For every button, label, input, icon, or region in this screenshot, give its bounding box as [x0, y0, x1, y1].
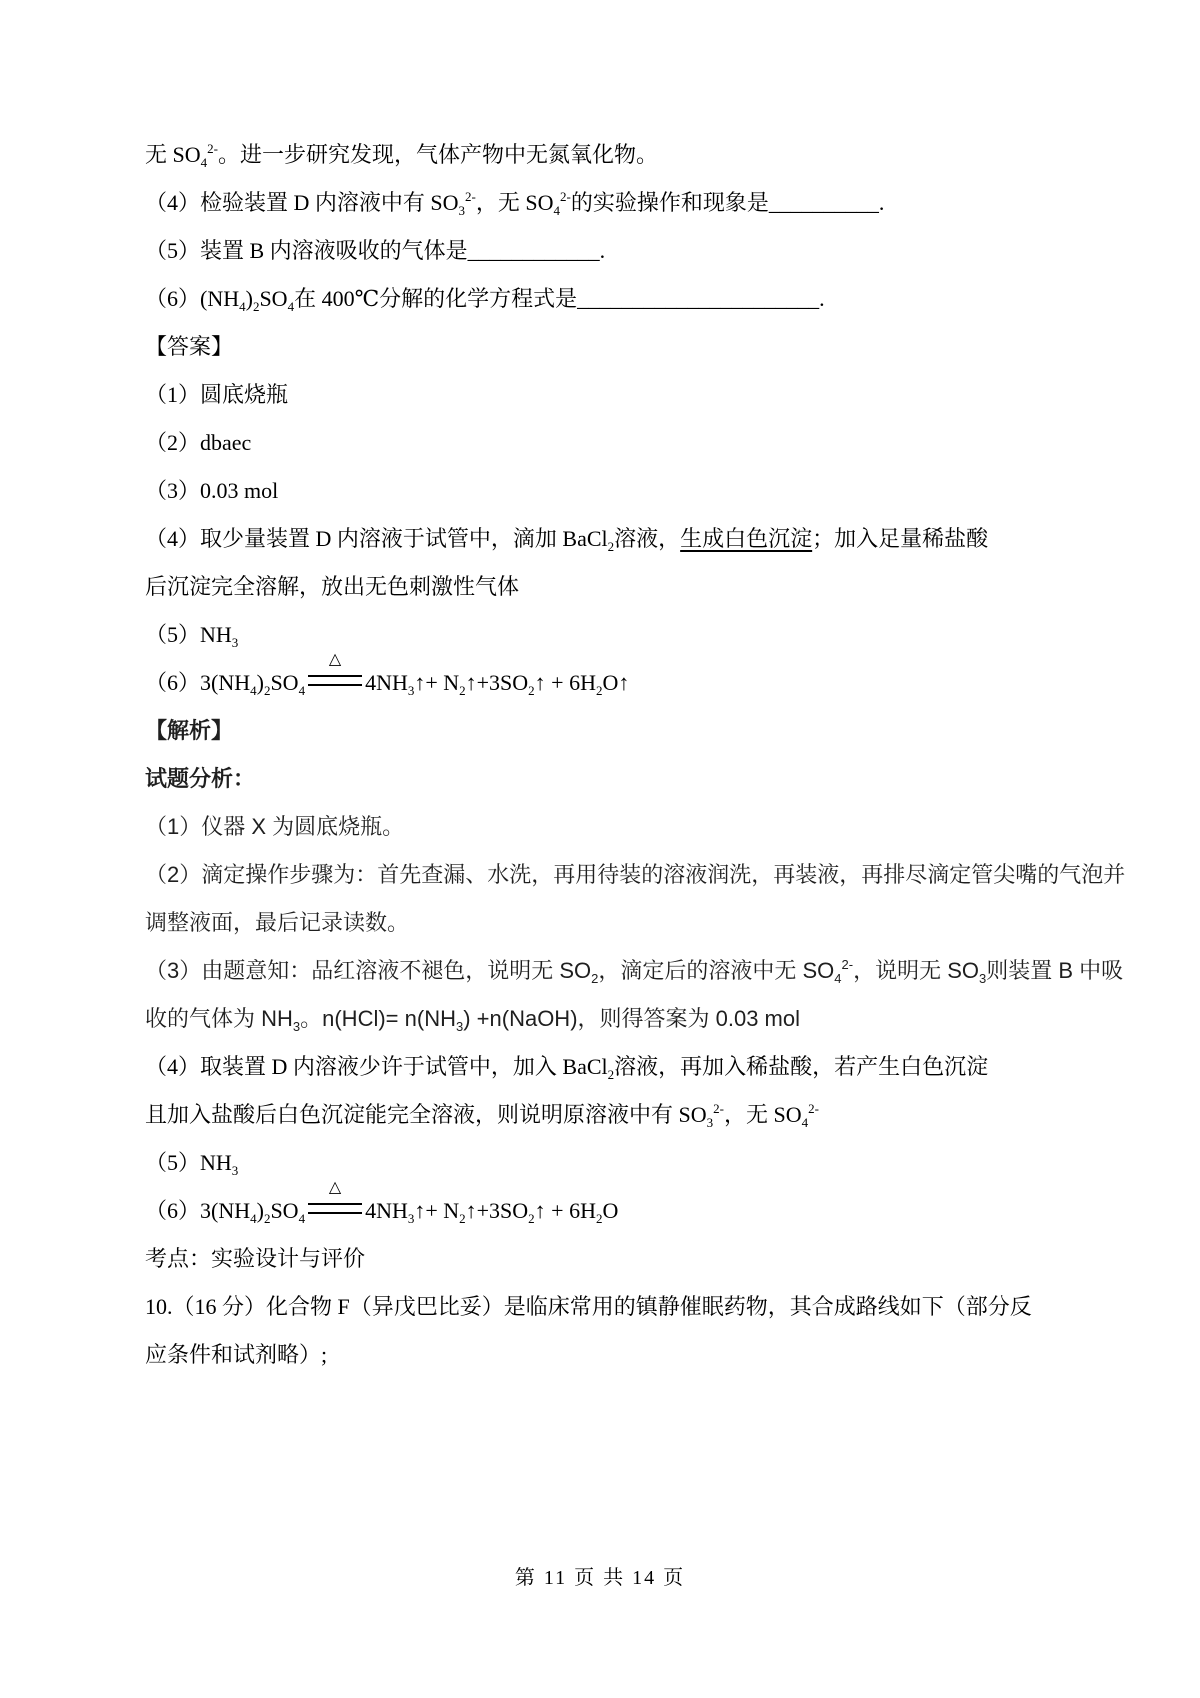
answer-item-4-line-1	[145, 524, 1145, 554]
analysis-item-5: $(5)NH_3$	[145, 1150, 239, 1178]
analysis-item-3-line-1: （3）由题意知：品红溶液不褪色，说明无 $SO_2$，滴定后的溶液中无 $SO_4^{2-}$，说明无 $SO_3$则装置 B 中吸	[145, 957, 1124, 986]
analysis-item-4-line-2: 且加入盐酸后白色沉淀能完全溶液，则说明原溶液中有 $SO_3^{2-}$，无 $SO_4^{2-}$	[145, 1101, 819, 1130]
answer-item-6-equation	[145, 651, 1145, 698]
equation-lhs: $(6)3(NH_4)_2SO_4$	[145, 670, 306, 698]
analysis-item-1: （1）仪器 X 为圆底烧瓶。	[145, 814, 405, 839]
page-content	[145, 140, 1145, 1388]
equals-with-heat-icon	[308, 651, 362, 686]
answer-item-4-line-2: 后沉淀完全溶解，放出无色刺激性气体	[145, 574, 520, 599]
question-item-4: （4）检验装置 D 内溶液中有 $SO_3^{2-}$，无 $SO_4^{2-}$的实验操作和现象是__________.	[145, 189, 885, 218]
analysis-item-4-line-1: （4）取装置 D 内溶液少许于试管中，加入 BaCl$_2$溶液，再加入稀盐酸，若产生白色沉淀	[145, 1054, 989, 1082]
equation-rhs: $4NH_3↑+$ $N_2↑+3SO_2↑$ + $6H_2O↑$	[365, 670, 630, 698]
page-number-footer: 第 11 页 共 14 页	[514, 1567, 686, 1589]
next-question-line-2: 应条件和试剂略）;	[145, 1342, 328, 1367]
equals-with-heat-icon	[308, 1179, 362, 1214]
question-item-6: $(6)(NH_4)_2SO_4$在 400℃分解的化学方程式是______________________.	[145, 286, 825, 314]
answer-item-4-post: ；加入足量稀盐酸	[812, 526, 989, 551]
analysis-subheading: 试题分析：	[145, 766, 256, 791]
answer-item-4-pre: （4）取少量装置 D 内溶液于试管中，滴加 BaCl$_2$溶液，	[145, 526, 681, 554]
answer-item-3: （3）0.03 mol	[145, 478, 279, 503]
equation-lhs: $(6)3(NH_4)_2SO_4$	[145, 1198, 306, 1226]
question-item-5: （5）装置 B 内溶液吸收的气体是____________.	[145, 238, 606, 263]
question-intro-wrap-line: 无 $SO_4^{2-}$。进一步研究发现，气体产物中无氮氧化物。	[145, 141, 658, 170]
answer-item-4-underlined-phrase: 生成白色沉淀	[680, 526, 813, 551]
heat-triangle-icon: △	[328, 651, 342, 668]
answer-item-1: （1）圆底烧瓶	[145, 382, 289, 407]
analysis-item-2-line-2: 调整液面，最后记录读数。	[145, 910, 410, 935]
analysis-item-2-line-1: （2）滴定操作步骤为：首先查漏、水洗，再用待装的溶液润洗，再装液，再排尽滴定管尖嘴的气泡并	[145, 862, 1126, 887]
analysis-item-6-equation	[145, 1179, 1145, 1226]
answer-section-heading: 【答案】	[145, 334, 234, 359]
answer-item-5: $(5)NH_3$	[145, 622, 239, 650]
exam-point-line: 考点：实验设计与评价	[145, 1246, 366, 1271]
next-question-line-1: 10.（16 分）化合物 F（异戊巴比妥）是临床常用的镇静催眠药物，其合成路线如下（部分反	[145, 1294, 1032, 1319]
equation-rhs: $4NH_3↑+$ $N_2↑+3SO_2↑ + 6H_2O$	[365, 1198, 619, 1226]
analysis-section-heading: 【解析】	[145, 718, 234, 743]
answer-item-2: （2）dbaec	[145, 430, 252, 455]
analysis-item-3-line-2: 收的气体为 $NH_3$。$n(HCl)= n(NH_3)$ +n(NaOH)，则得答案为 0.03 mol	[145, 1006, 801, 1034]
heat-triangle-icon: △	[328, 1179, 342, 1196]
